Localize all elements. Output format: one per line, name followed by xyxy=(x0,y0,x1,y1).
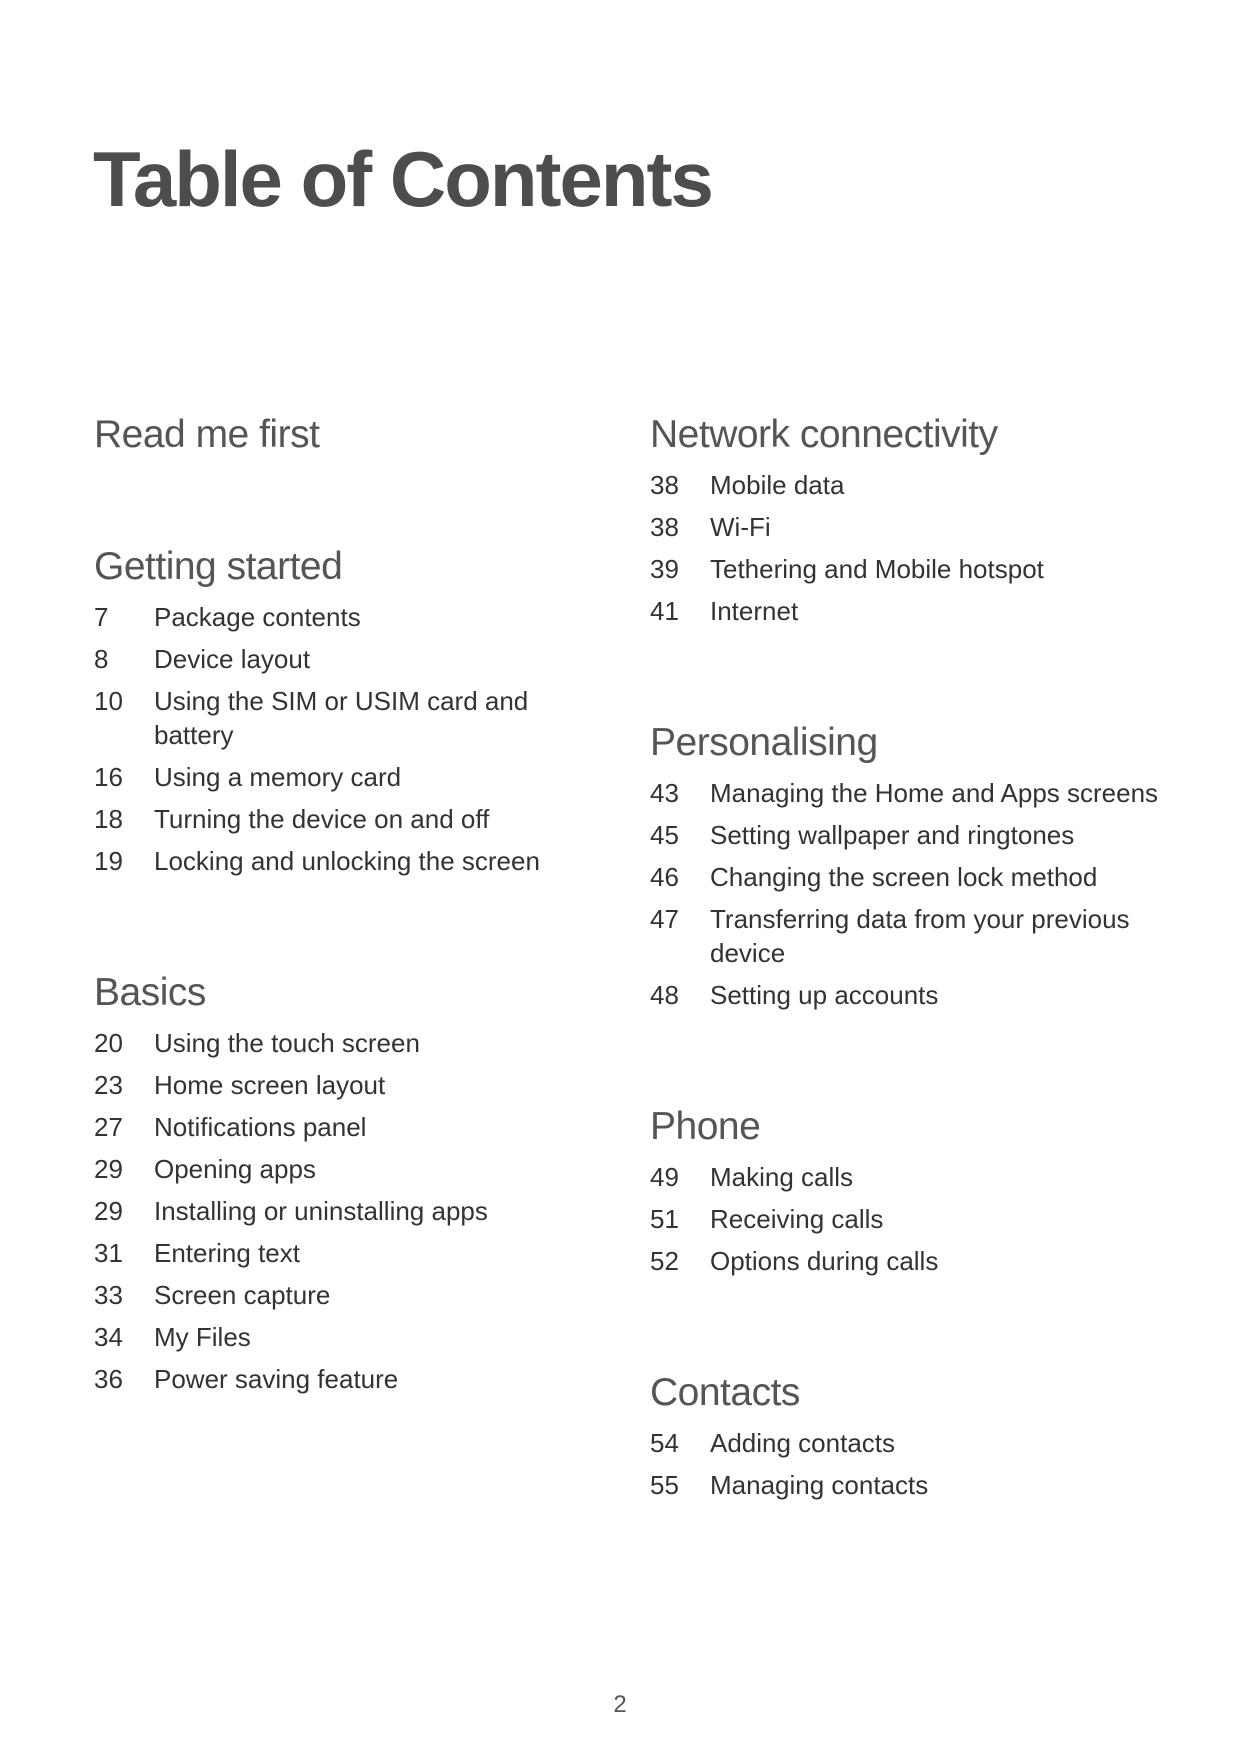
toc-entry-page: 39 xyxy=(650,554,679,584)
section-spacer xyxy=(650,636,1170,718)
toc-entry-label: Mobile data xyxy=(710,470,845,500)
toc-entry-page: 23 xyxy=(94,1070,123,1100)
toc-entry-label: Changing the screen lock method xyxy=(710,862,1098,892)
toc-entry-page: 18 xyxy=(94,804,123,834)
page-title: Table of Contents xyxy=(93,135,712,223)
toc-entry[interactable] xyxy=(94,1362,564,1396)
section-spacer xyxy=(650,1020,1170,1102)
toc-entry-list xyxy=(94,600,564,878)
toc-entry[interactable] xyxy=(650,1244,1170,1278)
toc-entry-page: 51 xyxy=(650,1204,679,1234)
section-contacts xyxy=(650,1368,1170,1502)
toc-entry-page: 16 xyxy=(94,762,123,792)
toc-entry-page: 45 xyxy=(650,820,679,850)
section-basics xyxy=(94,968,564,1396)
toc-entry-label: Locking and unlocking the screen xyxy=(154,846,540,876)
toc-entry-page: 38 xyxy=(650,470,679,500)
toc-entry-page: 33 xyxy=(94,1280,123,1310)
toc-entry-label: Home screen layout xyxy=(154,1070,386,1100)
toc-entry-list xyxy=(650,1160,1170,1278)
toc-entry-label: Setting up accounts xyxy=(710,980,939,1010)
section-heading[interactable]: Network connectivity xyxy=(650,413,998,456)
section-spacer xyxy=(94,886,564,968)
toc-entry-label: Making calls xyxy=(710,1162,854,1192)
toc-entry[interactable] xyxy=(94,600,564,634)
toc-entry[interactable] xyxy=(650,552,1170,586)
toc-entry-label: Adding contacts xyxy=(710,1428,896,1458)
toc-entry-page: 55 xyxy=(650,1470,679,1500)
toc-entry[interactable] xyxy=(650,978,1170,1012)
page-number: 2 xyxy=(613,1691,627,1718)
toc-entry-page: 36 xyxy=(94,1364,123,1394)
toc-entry-label: Using the touch screen xyxy=(154,1028,420,1058)
toc-entry-label: Transferring data from your previous device xyxy=(710,904,1130,968)
toc-entry[interactable] xyxy=(94,760,564,794)
toc-entry-page: 38 xyxy=(650,512,679,542)
toc-entry-label: Managing contacts xyxy=(710,1470,929,1500)
toc-entry[interactable] xyxy=(650,594,1170,628)
toc-entry[interactable] xyxy=(94,1068,564,1102)
toc-entry[interactable] xyxy=(94,844,564,878)
toc-entry-label: Setting wallpaper and ringtones xyxy=(710,820,1075,850)
section-read-me-first xyxy=(94,410,564,460)
toc-entry-page: 29 xyxy=(94,1196,123,1226)
toc-entry-label: Using a memory card xyxy=(154,762,402,792)
toc-entry-page: 34 xyxy=(94,1322,123,1352)
toc-entry-label: Notifications panel xyxy=(154,1112,367,1142)
right-column xyxy=(650,410,1170,1510)
section-spacer xyxy=(650,1286,1170,1368)
toc-entry-label: Using the SIM or USIM card and battery xyxy=(154,686,529,750)
toc-entry[interactable] xyxy=(94,1278,564,1312)
section-heading[interactable]: Basics xyxy=(94,971,206,1014)
toc-entry-page: 7 xyxy=(94,602,109,632)
toc-entry-label: Entering text xyxy=(154,1238,300,1268)
section-heading[interactable]: Phone xyxy=(650,1105,761,1148)
toc-entry-label: Turning the device on and off xyxy=(154,804,490,834)
toc-entry-page: 52 xyxy=(650,1246,679,1276)
toc-entry-label: Screen capture xyxy=(154,1280,331,1310)
toc-entry-page: 29 xyxy=(94,1154,123,1184)
toc-entry-page: 43 xyxy=(650,778,679,808)
toc-entry-page: 48 xyxy=(650,980,679,1010)
toc-entry-page: 41 xyxy=(650,596,679,626)
toc-entry-label: Package contents xyxy=(154,602,361,632)
toc-entry[interactable] xyxy=(650,776,1170,810)
toc-entry[interactable] xyxy=(650,860,1170,894)
toc-entry-label: Managing the Home and Apps screens xyxy=(710,778,1159,808)
toc-entry[interactable] xyxy=(94,1320,564,1354)
toc-entry-page: 54 xyxy=(650,1428,679,1458)
toc-entry-page: 20 xyxy=(94,1028,123,1058)
toc-entry[interactable] xyxy=(650,1468,1170,1502)
toc-entry[interactable] xyxy=(94,642,564,676)
section-personalising xyxy=(650,718,1170,1012)
toc-entry-page: 19 xyxy=(94,846,123,876)
section-phone xyxy=(650,1102,1170,1278)
toc-entry-page: 10 xyxy=(94,686,123,716)
toc-entry[interactable] xyxy=(650,1202,1170,1236)
toc-entry-label: Tethering and Mobile hotspot xyxy=(710,554,1044,584)
toc-entry-page: 49 xyxy=(650,1162,679,1192)
toc-entry[interactable] xyxy=(94,1194,564,1228)
toc-entry-label: Internet xyxy=(710,596,799,626)
section-heading[interactable]: Personalising xyxy=(650,721,878,764)
toc-entry[interactable] xyxy=(94,684,564,752)
toc-entry-label: Installing or uninstalling apps xyxy=(154,1196,488,1226)
toc-entry-page: 8 xyxy=(94,644,109,674)
toc-entry-label: My Files xyxy=(154,1322,251,1352)
toc-entry-page: 47 xyxy=(650,904,679,934)
toc-entry-page: 27 xyxy=(94,1112,123,1142)
section-network-connectivity xyxy=(650,410,1170,628)
toc-entry[interactable] xyxy=(650,468,1170,502)
toc-entry-label: Opening apps xyxy=(154,1154,316,1184)
toc-entry[interactable] xyxy=(650,1426,1170,1460)
section-heading[interactable]: Getting started xyxy=(94,545,343,588)
toc-entry[interactable] xyxy=(94,1110,564,1144)
toc-entry-page: 46 xyxy=(650,862,679,892)
toc-entry[interactable] xyxy=(650,510,1170,544)
toc-entry-list xyxy=(94,1026,564,1396)
section-spacer xyxy=(94,460,564,542)
section-heading[interactable]: Contacts xyxy=(650,1371,800,1414)
toc-entry-page: 31 xyxy=(94,1238,123,1268)
left-column xyxy=(94,410,564,1404)
toc-entry-list xyxy=(650,1426,1170,1502)
toc-entry-list xyxy=(650,776,1170,1012)
toc-entry-label: Device layout xyxy=(154,644,311,674)
toc-entry[interactable] xyxy=(94,1152,564,1186)
section-heading[interactable]: Read me first xyxy=(94,413,320,456)
section-getting-started xyxy=(94,542,564,878)
toc-entry-list xyxy=(650,468,1170,628)
toc-entry[interactable] xyxy=(94,1236,564,1270)
toc-entry[interactable] xyxy=(94,1026,564,1060)
toc-entry[interactable] xyxy=(650,902,1170,970)
toc-entry-label: Wi-Fi xyxy=(710,512,771,542)
toc-entry[interactable] xyxy=(94,802,564,836)
toc-entry-label: Power saving feature xyxy=(154,1364,399,1394)
toc-entry[interactable] xyxy=(650,1160,1170,1194)
toc-entry-label: Receiving calls xyxy=(710,1204,884,1234)
toc-entry-label: Options during calls xyxy=(710,1246,939,1276)
toc-entry[interactable] xyxy=(650,818,1170,852)
